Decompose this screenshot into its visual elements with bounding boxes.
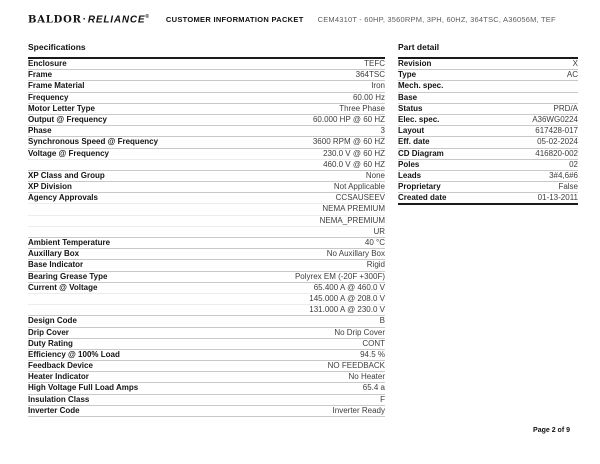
row-label: Synchronous Speed @ Frequency: [28, 137, 159, 147]
row-label: Frame: [28, 70, 53, 80]
table-row: [28, 260, 385, 271]
row-label: Frame Material: [28, 81, 85, 91]
page-number: Page 2 of 9: [533, 427, 570, 434]
table-row: [28, 339, 385, 350]
row-value: B: [379, 316, 385, 326]
table-row: [398, 104, 578, 115]
row-label: Current @ Voltage: [28, 282, 98, 292]
row-value: 3#4,6#6: [549, 170, 578, 180]
table-row: [28, 372, 385, 383]
row-label: Base Indicator: [28, 260, 84, 270]
row-value: 65.400 A @ 460.0 V: [313, 282, 385, 292]
row-label: Efficiency @ 100% Load: [28, 349, 120, 359]
row-label: Auxillary Box: [28, 249, 80, 259]
registered-trademark-icon: ®: [145, 14, 150, 20]
row-value: 460.0 V @ 60 HZ: [323, 159, 385, 169]
row-label: Drip Cover: [28, 327, 69, 337]
row-value: Rigid: [366, 260, 385, 270]
row-value: Three Phase: [339, 103, 385, 113]
row-value: 3: [380, 126, 385, 136]
row-label: Voltage @ Frequency: [28, 148, 110, 158]
row-value: X: [572, 59, 578, 68]
row-value: 364TSC: [355, 70, 385, 80]
row-value: Not Applicable: [333, 182, 385, 192]
row-value: 02: [569, 159, 578, 169]
table-row: [398, 160, 578, 171]
table-row: [28, 81, 385, 92]
row-label: Design Code: [28, 316, 77, 326]
product-summary: CEM4310T - 60HP, 3560RPM, 3PH, 60HZ, 364TSC, A36056M, TEF: [317, 15, 556, 25]
row-value: F: [380, 394, 385, 404]
table-row: [28, 283, 385, 317]
row-label: Eff. date: [398, 137, 430, 147]
table-row: [28, 137, 385, 148]
row-value: No Drip Cover: [334, 327, 385, 337]
row-value: UR: [373, 226, 385, 236]
table-row: [28, 182, 385, 193]
row-label: Poles: [398, 159, 420, 169]
specifications-title: Specifications: [28, 42, 385, 59]
row-value: CCSAUSEEV: [335, 193, 385, 203]
row-label: Duty Rating: [28, 338, 73, 348]
row-value: AC: [566, 70, 578, 80]
brand-logo-separator: ·: [82, 14, 87, 26]
page-header: [28, 14, 580, 25]
table-row: [28, 272, 385, 283]
row-label: Frequency: [28, 92, 69, 102]
table-row: [28, 171, 385, 182]
table-row: [398, 81, 578, 92]
document-title: CUSTOMER INFORMATION PACKET: [165, 15, 304, 25]
table-row: [28, 328, 385, 339]
row-label: Bearing Grease Type: [28, 271, 108, 281]
row-label: Heater Indicator: [28, 372, 89, 382]
table-row: [28, 193, 385, 238]
table-row: [28, 350, 385, 361]
row-label: CD Diagram: [398, 148, 444, 158]
row-value: 65.4 a: [362, 383, 385, 393]
brand-logo: [28, 14, 150, 25]
row-label: Feedback Device: [28, 361, 93, 371]
row-value: 01-13-2011: [537, 193, 578, 203]
row-value: 617428-017: [535, 126, 578, 136]
table-row: [398, 149, 578, 160]
table-row: [28, 115, 385, 126]
table-row: [398, 115, 578, 126]
row-label: Type: [398, 70, 417, 80]
table-row: [398, 93, 578, 104]
table-row: [398, 70, 578, 81]
table-row: [28, 406, 385, 417]
table-row: [28, 104, 385, 115]
row-label: Proprietary: [398, 182, 441, 192]
row-label: Layout: [398, 126, 425, 136]
table-row: [28, 70, 385, 81]
row-label: Insulation Class: [28, 394, 90, 404]
row-value: Inverter Ready: [332, 405, 385, 415]
row-value: 3600 RPM @ 60 HZ: [312, 137, 385, 147]
table-row: [28, 149, 385, 171]
row-value: TEFC: [364, 59, 385, 68]
row-label: Mech. spec.: [398, 81, 444, 91]
specifications-table: [28, 59, 385, 417]
table-row: [28, 126, 385, 137]
row-label: Enclosure: [28, 59, 67, 68]
table-row: [398, 171, 578, 182]
row-label: XP Division: [28, 182, 72, 192]
table-row: [28, 59, 385, 70]
table-row: [398, 182, 578, 193]
row-value: NEMA_PREMIUM: [319, 215, 385, 225]
row-label: Motor Letter Type: [28, 103, 95, 113]
row-value: 131.000 A @ 230.0 V: [309, 305, 385, 315]
part-detail-section: [398, 42, 578, 205]
row-value: PRD/A: [553, 103, 578, 113]
row-label: Revision: [398, 59, 432, 68]
row-label: Agency Approvals: [28, 193, 98, 203]
table-row: [28, 383, 385, 394]
brand-logo-reliance: RELIANCE: [87, 14, 146, 26]
row-value: Polyrex EM (-20F +300F): [294, 271, 385, 281]
row-label: Elec. spec.: [398, 114, 440, 124]
table-row: [28, 93, 385, 104]
table-row: [398, 193, 578, 205]
row-value: 60.000 HP @ 60 HZ: [312, 114, 385, 124]
table-row: [28, 249, 385, 260]
row-value: NO FEEDBACK: [327, 361, 385, 371]
row-value: Iron: [371, 81, 385, 91]
table-row: [398, 137, 578, 148]
specifications-section: [28, 42, 385, 417]
row-value: False: [558, 182, 578, 192]
row-value: 230.0 V @ 60 HZ: [323, 148, 385, 158]
table-row: [398, 126, 578, 137]
table-row: [28, 238, 385, 249]
brand-logo-baldor: BALDOR: [28, 14, 82, 26]
table-row: [28, 395, 385, 406]
table-row: [28, 361, 385, 372]
row-value: 416820-002: [535, 148, 578, 158]
table-row: [28, 316, 385, 327]
row-label: High Voltage Full Load Amps: [28, 383, 139, 393]
row-label: Output @ Frequency: [28, 114, 107, 124]
row-value: 145.000 A @ 208.0 V: [309, 293, 385, 303]
row-label: Status: [398, 103, 423, 113]
part-detail-title: Part detail: [398, 42, 578, 59]
row-label: Leads: [398, 170, 422, 180]
row-value: A36WG0224: [532, 114, 578, 124]
table-row: [398, 59, 578, 70]
row-value: 60.00 Hz: [352, 92, 385, 102]
row-label: XP Class and Group: [28, 170, 105, 180]
row-value: No Auxillary Box: [326, 249, 385, 259]
row-label: Phase: [28, 126, 52, 136]
row-label: Base: [398, 92, 418, 102]
row-value: 94.5 %: [360, 349, 385, 359]
part-detail-table: [398, 59, 578, 205]
row-value: NEMA PREMIUM: [322, 204, 385, 214]
row-value: 40 °C: [364, 238, 385, 247]
row-label: Ambient Temperature: [28, 238, 111, 247]
row-value: CONT: [362, 338, 385, 348]
row-label: Created date: [398, 193, 447, 203]
row-value: None: [365, 170, 385, 180]
row-label: Inverter Code: [28, 405, 80, 415]
row-value: No Heater: [348, 372, 385, 382]
row-value: 05-02-2024: [537, 137, 578, 147]
